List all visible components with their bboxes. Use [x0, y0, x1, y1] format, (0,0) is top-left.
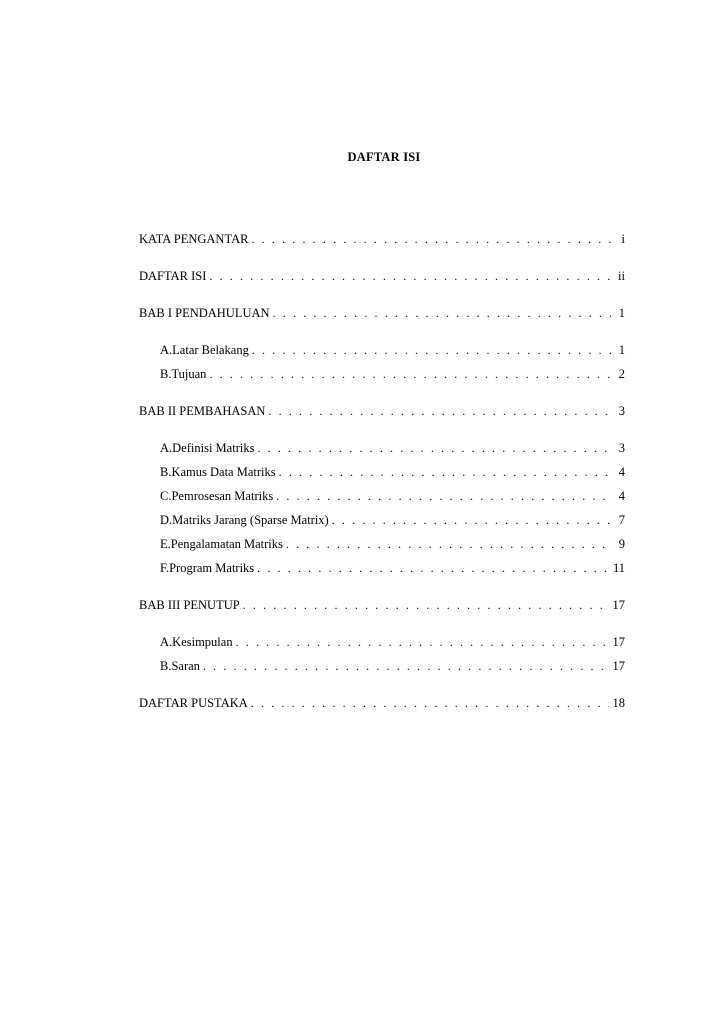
dot-leader	[203, 658, 609, 675]
toc-subentry-letter: E.	[160, 537, 171, 551]
toc-entry-label: KATA PENGANTAR	[139, 232, 249, 246]
toc-entry-page: 3	[618, 441, 625, 455]
toc-entry-page: 11	[612, 561, 625, 575]
toc-entry-label: Definisi Matriks	[172, 441, 255, 455]
dot-leader	[268, 403, 611, 420]
toc-subentry-saran	[139, 658, 625, 675]
toc-subentry-kesimpulan	[139, 634, 625, 651]
dot-leader	[209, 268, 611, 285]
toc-entry-label: Latar Belakang	[172, 343, 249, 357]
toc-subentry-letter: B.	[160, 659, 172, 673]
toc-subentry-letter: A.	[160, 635, 173, 649]
dot-leader	[279, 464, 611, 481]
toc-entry-kata-pengantar	[139, 231, 625, 248]
dot-leader	[286, 536, 611, 553]
toc-subentry-pemrosesan-matriks	[139, 488, 625, 505]
toc-entry-bab-1	[139, 305, 625, 322]
dot-leader	[252, 342, 611, 359]
toc-subentry-kamus-data-matriks	[139, 464, 625, 481]
dot-leader	[273, 305, 611, 322]
toc-entry-page: 18	[612, 696, 625, 710]
toc-entry-label: Matriks Jarang (Sparse Matrix)	[172, 513, 329, 527]
toc-entry-label: Kamus Data Matriks	[171, 465, 276, 479]
toc-subentry-definisi-matriks	[139, 440, 625, 457]
toc-entry-bab-2	[139, 403, 625, 420]
dot-leader	[251, 231, 611, 248]
dot-leader	[257, 560, 609, 577]
toc-subentry-letter: A.	[160, 343, 173, 357]
toc-entry-page: ii	[618, 269, 625, 283]
toc-entry-bab-3	[139, 597, 625, 614]
toc-entry-page: 4	[618, 465, 625, 479]
toc-entry-label: Pengalamatan Matriks	[170, 537, 283, 551]
toc-entry-page: 17	[612, 598, 625, 612]
table-of-contents	[139, 231, 625, 712]
toc-entry-label: Saran	[171, 659, 200, 673]
dot-leader	[209, 366, 611, 383]
toc-entry-label: Program Matriks	[169, 561, 255, 575]
dot-leader	[251, 695, 609, 712]
toc-subentry-letter: F.	[160, 561, 170, 575]
toc-subentry-letter: B.	[160, 465, 172, 479]
toc-entry-label: DAFTAR ISI	[139, 269, 207, 283]
toc-entry-page: 4	[618, 489, 625, 503]
dot-leader	[276, 488, 611, 505]
toc-entry-page: 17	[612, 635, 625, 649]
toc-entry-label: Pemrosesan Matriks	[171, 489, 274, 503]
toc-entry-label: BAB III PENUTUP	[139, 598, 240, 612]
toc-entry-label: Kesimpulan	[172, 635, 233, 649]
toc-entry-page: 3	[618, 404, 625, 418]
toc-entry-label: BAB II PEMBAHASAN	[139, 404, 266, 418]
toc-subentry-pengalamatan-matriks	[139, 536, 625, 553]
toc-entry-label: DAFTAR PUSTAKA	[139, 696, 248, 710]
toc-entry-page: 2	[618, 367, 625, 381]
toc-entry-page: 1	[618, 306, 625, 320]
dot-leader	[243, 597, 609, 614]
toc-subentry-letter: C.	[160, 489, 172, 503]
toc-entry-page: 7	[618, 513, 625, 527]
toc-entry-page: 9	[618, 537, 625, 551]
toc-subentry-letter: B.	[160, 367, 172, 381]
dot-leader	[236, 634, 609, 651]
toc-entry-page: 17	[612, 659, 625, 673]
toc-subentry-program-matriks	[139, 560, 625, 577]
toc-subentry-letter: D.	[160, 513, 173, 527]
page-title: DAFTAR ISI	[347, 150, 421, 164]
toc-subentry-letter: A.	[160, 441, 173, 455]
toc-entry-label: Tujuan	[171, 367, 207, 381]
toc-subentry-matriks-jarang	[139, 512, 625, 529]
toc-entry-daftar-isi	[139, 268, 625, 285]
toc-subentry-latar-belakang	[139, 342, 625, 359]
toc-entry-label: BAB I PENDAHULUAN	[139, 306, 270, 320]
toc-entry-page: 1	[618, 343, 625, 357]
toc-entry-daftar-pustaka	[139, 695, 625, 712]
dot-leader	[257, 440, 611, 457]
toc-entry-page: i	[621, 232, 625, 246]
dot-leader	[332, 512, 611, 529]
toc-subentry-tujuan	[139, 366, 625, 383]
